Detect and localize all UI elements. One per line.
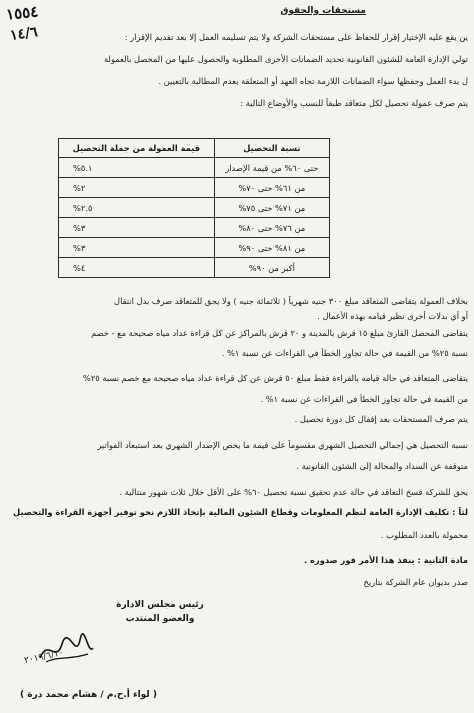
- paragraph-line: ل بدء العمل وحفظها سواء الضمانات اللازمة تجاه العهد أو المتعلقة بعدم المطالبة بالتعيين .: [158, 76, 468, 86]
- table-cell: حتى ٦٠% من قيمة الإصدار: [214, 158, 329, 178]
- commission-table: [58, 138, 330, 278]
- table-cell: ٣%: [59, 238, 215, 258]
- body-line: محمولة بالعدد المطلوب .: [380, 530, 468, 540]
- table-cell: ٢.٥%: [59, 198, 215, 218]
- handwritten-document-number: ١٥٥٤: [5, 2, 40, 24]
- paragraph-line: يتم صرف عمولة تحصيل لكل متعاقد طبقاً للنسب والأوضاع التالية :: [240, 98, 468, 108]
- body-line: لثاً : تكليف الإدارة العامة لنظم المعلومات وقطاع الشئون المالية بإتخاذ اللازم نحو توفير أجهزة القراءة والتحصيل: [13, 507, 468, 517]
- body-line: نسبة التحصيل هي إجمالي التحصيل الشهري مقسوماً على قيمة ما يخص الإصدار الشهري بعد استبعاد الفواتير: [97, 440, 468, 450]
- table-cell: ٥.١%: [59, 158, 215, 178]
- table-header-row: [59, 139, 330, 158]
- handwritten-date: ١٤/٦: [9, 24, 39, 44]
- table-cell: من ٨١% حتى ٩٠%: [214, 238, 329, 258]
- body-line: أو أي بدلات أخرى نظير قيامه بهذه الأعمال .: [317, 311, 468, 321]
- table-cell: من ٧١% حتى ٧٥%: [214, 198, 329, 218]
- body-line: نسبة ٢٥% من القيمة في حالة تجاوز الخطأ في القراءات عن نسبة ١% .: [221, 348, 468, 358]
- section-heading: مستحقات والحقوق: [280, 6, 366, 16]
- body-line: يتقاضى المتعاقد في حالة قيامه بالقراءة فقط مبلغ ٥٠ قرش عن كل قراءة عداد مياه صحيحة مع خصم نسبة ٢٥%: [82, 373, 468, 383]
- table-cell: ٢%: [59, 178, 215, 198]
- table-header-cell: نسبة التحصيل: [214, 139, 329, 158]
- table-row: [59, 178, 330, 198]
- issued-line: صدر بديوان عام الشركة بتاريخ: [363, 577, 468, 587]
- paragraph-line: تولي الإدارة العامة للشئون القانونية تحديد الضمانات الأخرى المطلوبة والحصول عليها من المحصل بالعمولة: [103, 54, 468, 64]
- table-cell: من ٦١% حتى ٧٠%: [214, 178, 329, 198]
- table-header-cell: قيمة العمولة من جملة التحصيل: [59, 139, 215, 158]
- table-row: [59, 238, 330, 258]
- body-line: متوقفة عن السداد والمحالة إلى الشئون القانونية .: [296, 461, 468, 471]
- table-row: [59, 218, 330, 238]
- signature-date: ٢٠١٩/٦/١٠: [23, 647, 65, 667]
- table-cell: ٤%: [59, 258, 215, 278]
- signatory-title: رئيس مجلس الادارة: [116, 600, 204, 610]
- paragraph-line: ين يقع عليه الإختيار إقرار للحفاظ على مستحقات الشركة ولا يتم تسليمه العمل إلا بعد تقديم الإقرار :: [124, 32, 468, 42]
- signatory-title: والعضو المنتدب: [125, 614, 195, 624]
- body-line: يتم صرف المستحقات بعد إقفال كل دورة تحصيل .: [294, 414, 468, 424]
- signatory-name: ( لواء أ.ح.م / هشام محمد درة ): [20, 690, 157, 700]
- body-line: يتقاضى المحصل القارئ مبلغ ١٥ قرش بالمدينة و ٢٠ قرش بالمراكز عن كل قراءة عداد مياه صحيحة مع - خصم: [91, 328, 468, 338]
- table-cell: من ٧٦% حتى ٨٠%: [214, 218, 329, 238]
- body-line: يحق للشركة فسخ التعاقد في حالة عدم تحقيق نسبة تحصيل ٦٠% على الأقل خلال ثلاث شهور متتالية .: [119, 487, 468, 497]
- article-two: مادة الثانية : ينفذ هذا الأمر فور صدوره .: [303, 555, 468, 565]
- body-line: بخلاف العمولة يتقاضى المتعاقد مبلغ ٣٠٠ جنيه شهرياً ( ثلاثمائة جنيه ) ولا يحق للمتعاقد صرف بدل انتقال: [114, 296, 468, 306]
- table-cell: أكبر من ٩٠%: [214, 258, 329, 278]
- table-row: [59, 158, 330, 178]
- body-line: من القيمة في حالة تجاوز الخطأ في القراءات عن نسبة ١% .: [260, 394, 468, 404]
- table-row: [59, 198, 330, 218]
- table-cell: ٣%: [59, 218, 215, 238]
- table-row: [59, 258, 330, 278]
